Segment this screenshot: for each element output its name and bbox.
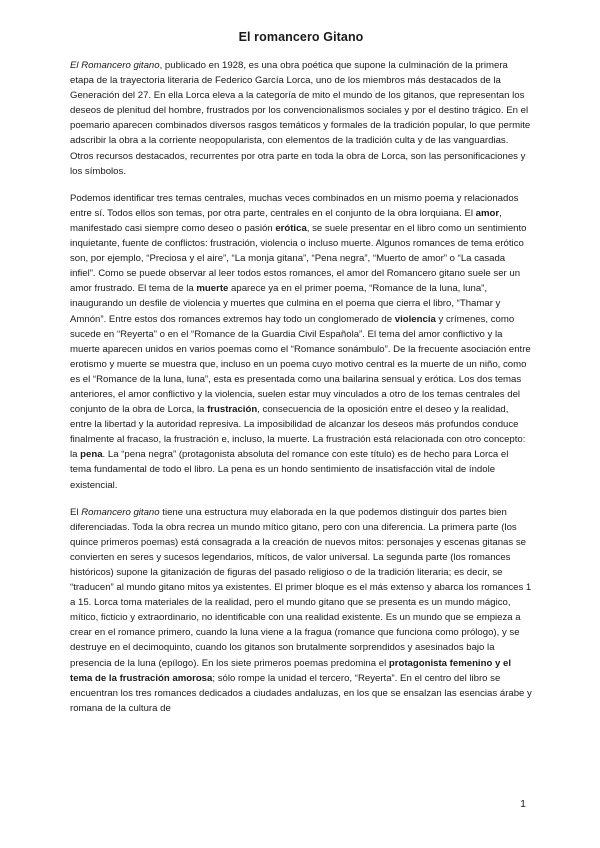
bold-term: muerte xyxy=(196,283,229,295)
bold-term: frustración xyxy=(207,404,258,416)
text-run: aparece ya en el primer poema, “Romance de la luna, luna”, inaugurando un desfile de violencia y muertes que culmina en el poema que cierra el libro, “Thamar y Amnón”. Entre estos dos romances extremos hay todo un conglomerado de xyxy=(70,283,501,325)
text-run: , manifestado casi siempre como deseo o pasión xyxy=(70,207,502,234)
text-run: El xyxy=(70,506,82,518)
text-run: tiene una estructura muy elaborada en la que podemos distinguir dos partes bien diferenciadas. Toda la obra recrea un mundo mítico gitano, pero con una diferencia. La primera parte (los quince primeros poemas) está consagrada a la creación de nuevos mitos: personajes y escenas gitanas se convierten en seres y sucesos legendarios, míticos, de valor universal. La segunda parte (los romances históricos) supone la gitanización de figuras del pasado religioso o de la tradición literaria; es decir, se “traducen” al mundo gitano mitos ya existentes. El primer bloque es el más extenso y abarca los romances 1 a 15. Lorca toma materiales de la realidad, pero el mundo gitano que se presenta es un mundo mágico, mítico, ficticio y extraordinario, no identificable con una realidad existente. Es un mundo que se empieza a crear en el romance primero, cuando la luna viene a la fragua (romance que funciona como prólogo), y se destruye en el decimoquinto, cuando los gitanos son brutalmente sorprendidos y asesinados bajo la presencia de la luna (epílogo). En los siete primeros poemas predomina el xyxy=(70,506,532,669)
italic-title: El Romancero gitano xyxy=(70,60,160,71)
text-run: , consecuencia de la oposición entre el deseo y la realidad, entre la libertad y la autoridad represiva. La imposibilidad de alcanzar los deseos más profundos conduce finalmente al fracaso, la frustración e, incluso, la muerte. La frustración está relacionada con otro concepto: la xyxy=(70,404,526,461)
italic-title: Romancero gitano xyxy=(81,506,160,518)
text-run: . La “pena negra” (protagonista absoluta del romance con este título) es de hecho para Lorca el tema fundamental de todo el libro. La pena es un hondo sentimiento de insatisfacción vital de índole existencial. xyxy=(70,449,509,491)
bold-term: violencia xyxy=(394,313,436,325)
paragraph-intro xyxy=(70,58,532,179)
page-number: 1 xyxy=(520,798,526,810)
document-page xyxy=(70,30,532,728)
paragraph-structure xyxy=(70,505,532,716)
bold-term: erótica xyxy=(275,222,307,234)
text-run: ; sólo rompe la unidad el tercero, “Reyerta”. En el centro del libro se encuentran los tres romances dedicados a ciudades andaluzas, en los que se ensalzan las esencias árabe y romana de la cultura de xyxy=(70,672,532,714)
text-run: , publicado en 1928, es una obra poética que supone la culminación de la primera etapa de la trayectoria literaria de Federico García Lorca, uno de los miembros más destacados de la Generación del 27. En ella Lorca eleva a la categoría de mito el mundo de los gitanos, que representan los deseos de plenitud del hombre, frustrados por los convencionalismos sociales y por el destino trágico. En el poemario aparecen combinados diversos rasgos temáticos y formales de la tradición popular, lo que permite adscribir la obra a la corriente neopopularista, con elementos de la tradición culta y de las vanguardias. Otros recursos destacados, recurrentes por otra parte en toda la obra de Lorca, son las personificaciones y los símbolos. xyxy=(70,60,531,177)
bold-term: protagonista femenino y el tema de la frustración amorosa xyxy=(70,657,511,684)
paragraph-themes xyxy=(70,191,532,493)
bold-term: amor xyxy=(475,207,500,219)
text-run: y crímenes, como sucede en “Reyerta” o en el “Romance de la Guardia Civil Española”. El tema del amor conflictivo y la muerte aparecen unidos en varios poemas como el “Romance sonámbulo”. De la frecuente asociación entre erotismo y muerte se muestra que, incluso en un poema cuyo motivo central es la muerte de un niño, como es el “Romance de la luna, luna”, esta es presentada como una bailarina sensual y erótica. Los dos temas anteriores, el amor conflictivo y la violencia, suelen estar muy vinculados a otro de los temas centrales del conjunto de la obra de Lorca, la xyxy=(70,313,531,416)
text-run: Podemos identificar tres temas centrales, muchas veces combinados en un mismo poema y relacionados entre sí. Todos ellos son temas, por otra parte, centrales en el conjunto de la obra lorquiana. El xyxy=(70,192,519,219)
bold-term: pena xyxy=(80,449,103,461)
text-run: , se suele presentar en el libro como un sentimiento inquietante, fuente de conflictos: frustración, violencia o incluso muerte. Algunos romances de tema erótico son, por ejemplo, “Preciosa y el aire”, “La monja gitana”, “Pena negra”, “Muerto de amor” o “La casada infiel”. Como se puede observar al leer todos estos romances, el amor del Romancero gitano suele ser un amor frustrado. El tema de la xyxy=(70,222,527,295)
document-title: El romancero Gitano xyxy=(238,30,364,44)
